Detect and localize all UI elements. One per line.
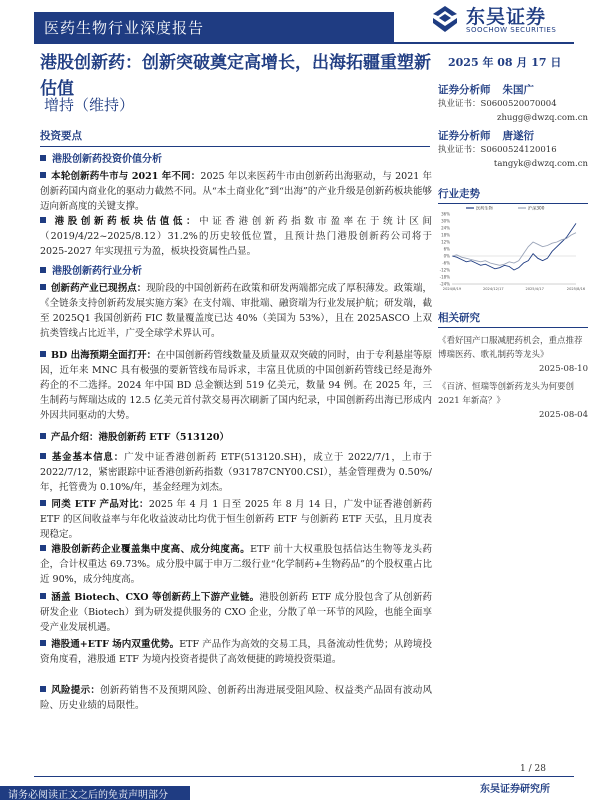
section-heading: 港股创新药行业分析 — [40, 262, 430, 278]
summary-heading: 投资要点 — [40, 130, 82, 142]
summary-paragraph: 本轮创新药牛市与 2021 年不同：2025 年以来医药牛市由创新药出海驱动，与 2021 年创新药国内商业化的驱动力截然不同。从“本土商业化”到“出海”的产业升级是创新药板块能够迈向新高度的关键支撑。 — [40, 171, 432, 212]
disclaimer-banner[interactable] — [0, 786, 190, 800]
related-item-title[interactable]: 《看好国产口服减肥药机会，重点推荐博瑞医药、歌礼制药等龙头》 — [438, 336, 583, 360]
section-heading: 港股创新药投资价值分析 — [40, 150, 430, 166]
summary-paragraph: 涵盖 Biotech、CXO 等创新药上下游产业链。港股创新药 ETF 成分股包含了从创新药研发企业（Biotech）到为研发提供服务的 CXO 企业，分散了单一环节的风险，也能全面享受产业发展机遇。 — [40, 592, 432, 633]
related-research — [438, 310, 588, 420]
x-tick-label: 2025/4/17 — [525, 287, 544, 291]
report-date: 2025 年 08 月 17 日 — [448, 56, 562, 69]
square-bullet-icon — [40, 640, 46, 646]
summary-paragraph: 同类 ETF 产品对比：2025 年 4 月 1 日至 2025 年 8 月 14 日，广发中证香港创新药 ETF 的区间收益率与年化收益波动比均优于恒生创新药 ETF 与创新药 ETF 天弘，且月度表现稳定。 — [40, 499, 432, 540]
x-tick-label: 2025/8/16 — [566, 287, 586, 291]
header-rule — [34, 42, 574, 44]
square-bullet-icon — [40, 545, 46, 551]
summary-paragraph: 港股创新药板块估值低：中证香港创新药指数市盈率在于统计区间（2019/4/22~2025/8.12）31.2%的历史较低位置，且预计热门港股创新药公司将于 2025-2027 年实现扭亏为盈，板块投资属性凸显。 — [40, 216, 432, 257]
square-bullet-icon — [40, 500, 46, 506]
brand-name-en: SOOCHOW SECURITIES — [466, 26, 557, 34]
y-tick-label: 36% — [441, 211, 450, 217]
related-item-title[interactable]: 《百济、恒瑞等创新药龙头为何要创 2021 年新高？》 — [438, 382, 575, 406]
analyst-block-1 — [438, 82, 588, 125]
analyst-role: 证券分析师 — [438, 130, 491, 142]
square-bullet-icon — [40, 155, 46, 161]
analyst-name: 唐遂衍 — [502, 130, 534, 142]
square-bullet-icon — [40, 686, 46, 692]
brand-logo — [430, 2, 580, 40]
related-heading: 相关研究 — [438, 312, 480, 324]
x-tick-label: 2024/8/19 — [442, 287, 462, 291]
square-bullet-icon — [40, 453, 46, 459]
summary-paragraph: 基金基本信息：广发中证香港创新药 ETF(513120.SH)，成立于 2022/7/1，上市于 2022/7/12，紧密跟踪中证香港创新药指数（931787CNY00.CSI），基金管理费为 0.50%/年，托管费为 0.10%/年，基金经理为刘杰。 — [40, 452, 432, 493]
summary-paragraph: 产品介绍：港股创新药 ETF（513120） — [40, 430, 432, 445]
footer-rule — [34, 776, 574, 777]
analyst-email[interactable]: zhugg@dwzq.com.cn — [496, 113, 588, 123]
report-category: 医药生物行业深度报告 — [44, 19, 205, 37]
square-bullet-icon — [40, 351, 46, 357]
summary-paragraph: 港股创新药企业覆盖集中度高、成分纯度高。ETF 前十大权重股包括信达生物等龙头药企，合计权重达 69.73%。成分股中属于申万二级行业“化学制药+生物药品”的个股权重占比近 90%，成分纯度高。 — [40, 544, 432, 585]
summary-paragraph: 风险提示：创新药销售不及预期风险、创新药出海进展受阻风险、权益类产品固有波动风险、历史业绩的局限性。 — [40, 685, 432, 711]
square-bullet-icon — [40, 217, 46, 223]
analyst-cert: 执业证书：S0600524120016 — [438, 145, 557, 155]
trend-chart — [432, 200, 586, 300]
rating: 增持（维持） — [44, 96, 135, 114]
summary-paragraph: 港股通+ETF 场内双重优势。ETF 产品作为高效的交易工具，具备流动性优势；从跨境投资角度看，港股通 ETF 为境内投资者提供了高效便捷的跨境投资渠道。 — [40, 639, 432, 665]
y-tick-label: 0% — [443, 253, 450, 259]
page-number: 1 / 28 — [520, 764, 546, 774]
y-tick-label: -6% — [442, 260, 450, 266]
report-category-bar — [34, 12, 394, 42]
footer-org: 东吴证券研究所 — [480, 784, 550, 795]
square-bullet-icon — [40, 267, 46, 273]
summary-paragraph: 创新药产业已现拐点：现阶段的中国创新药在政策和研发两端都完成了厚积薄发。政策端，《全链条支持创新药发展实施方案》在支付端、审批端、融资端为行业发展护航；研发端，截至 2025Q1 我国创新药 FIC 数量覆盖度已达 40%（美国为 53%），且在 2025ASCO 上双抗类管线占比近半，广受全球学术界认可。 — [40, 283, 432, 339]
analyst-name: 朱国广 — [502, 84, 534, 96]
summary-paragraph: BD 出海预期全面打开：在中国创新药管线数量及质量双双突破的同时，由于专利悬崖等原因，近年来 MNC 具有极强的要新管线布局诉求，丰富且优质的中国创新药管线已经是海外药企的不二选择。2024 年中国 BD 总金额达到 519 亿美元，数量 94 例。在 2025 年，三生制药与辉瑞达成的 12.5 亿美元首付款交易再次刷新了国内纪录，中国创新药出海已形成内外因共同驱动的大势。 — [40, 350, 432, 421]
y-tick-label: -18% — [439, 274, 450, 280]
legend-label-1: 沪深300 — [528, 205, 545, 211]
legend-label-0: 医药生物 — [476, 205, 493, 211]
trend-chart-title: 行业走势 — [438, 188, 480, 200]
disclaimer-text: 请务必阅读正文之后的免责声明部分 — [8, 790, 168, 801]
y-tick-label: 12% — [441, 239, 450, 245]
analyst-block-2 — [438, 128, 588, 171]
square-bullet-icon — [40, 172, 46, 178]
report-title: 港股创新药：创新突破奠定高增长，出海拓疆重塑新估值 — [40, 53, 431, 99]
analyst-role: 证券分析师 — [438, 84, 491, 96]
y-tick-label: 18% — [441, 232, 450, 238]
y-tick-label: 6% — [443, 246, 450, 252]
related-item-date: 2025-08-10 — [538, 364, 588, 374]
related-item-date: 2025-08-04 — [538, 410, 588, 420]
analyst-cert: 执业证书：S0600520070004 — [438, 99, 557, 109]
square-bullet-icon — [40, 433, 46, 439]
y-tick-label: 24% — [441, 225, 450, 231]
brand-logo-icon — [430, 4, 460, 34]
brand-name-cn: 东吴证券 — [466, 6, 547, 28]
square-bullet-icon — [40, 284, 46, 290]
x-tick-label: 2024/12/17 — [482, 287, 504, 291]
square-bullet-icon — [40, 593, 46, 599]
analyst-email[interactable]: tangyk@dwzq.com.cn — [493, 159, 588, 169]
y-tick-label: -12% — [439, 267, 450, 273]
y-tick-label: 30% — [441, 218, 450, 224]
summary-heading-block — [40, 128, 430, 147]
y-tick-label: -24% — [439, 281, 450, 287]
